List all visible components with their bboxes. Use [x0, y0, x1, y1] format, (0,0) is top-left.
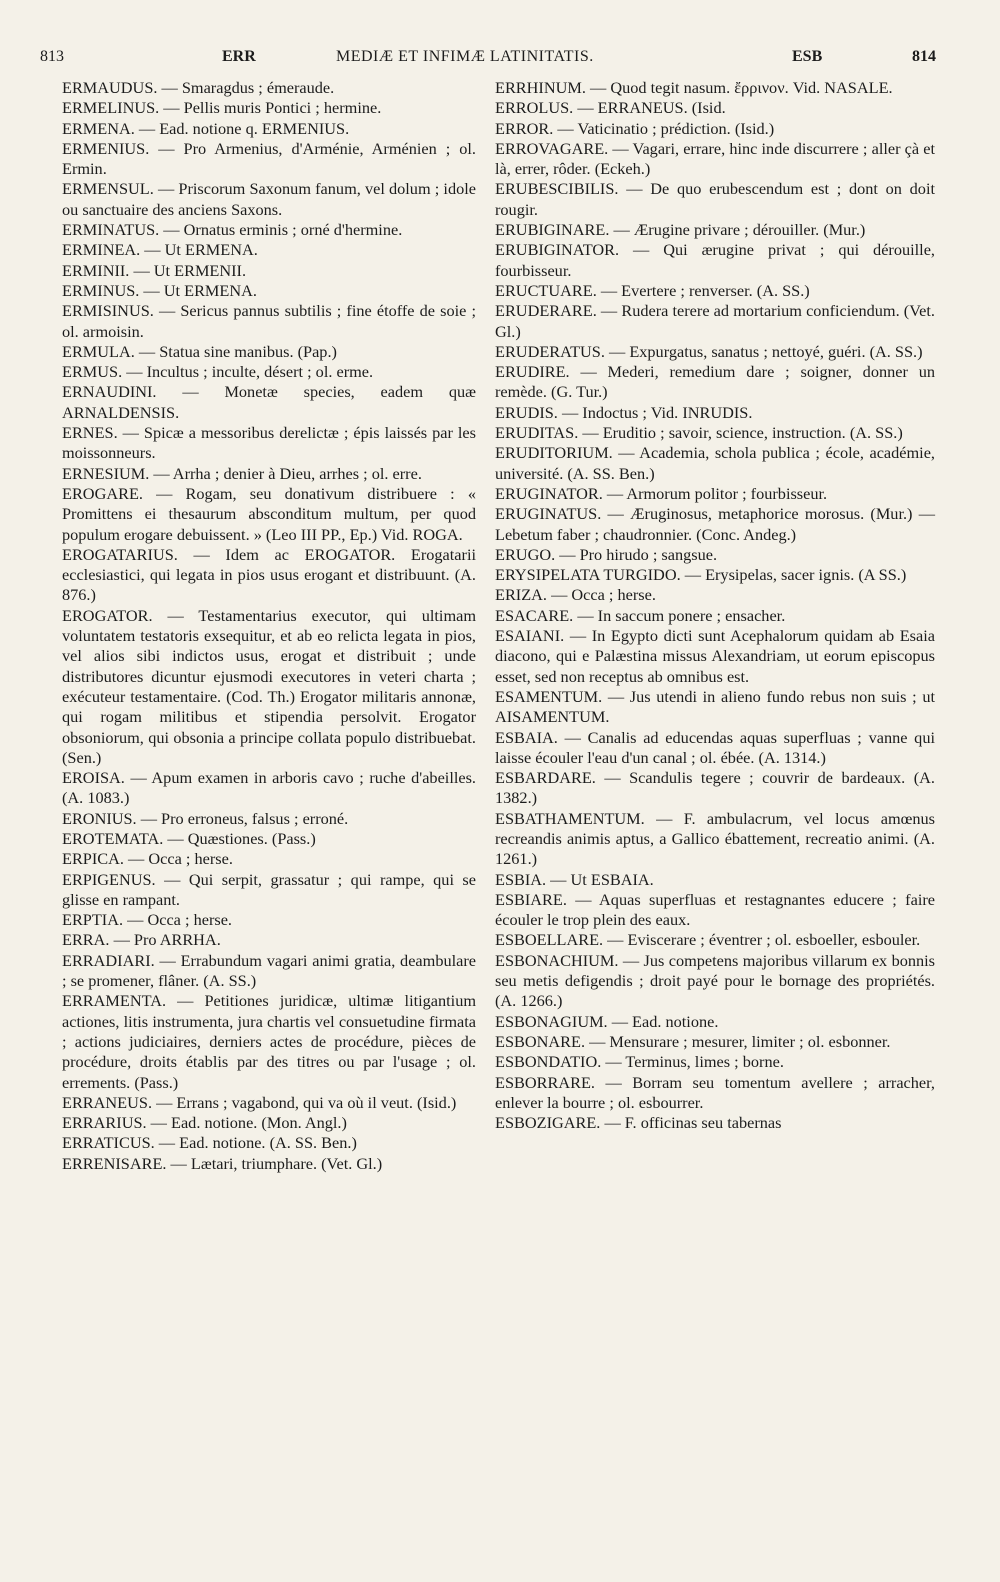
dictionary-entry: ERUBIGINATOR. — Qui ærugine privat ; qui dérouille, fourbisseur. — [495, 240, 935, 280]
dictionary-entry: ERONIUS. — Pro erroneus, falsus ; erroné. — [62, 808, 349, 828]
page-number-left: 813 — [40, 48, 64, 65]
dictionary-entry: ERROLUS. — ERRANEUS. (Isid. — [495, 98, 726, 118]
dictionary-entry: ERUDITAS. — Eruditio ; savoir, science, instruction. (A. SS.) — [495, 423, 903, 443]
dictionary-entry: ERRARIUS. — Ead. notione. (Mon. Angl.) — [62, 1113, 347, 1133]
dictionary-entry: ESBONACHIUM. — Jus competens majoribus villarum ex bonnis seu metis defigendis ; droit payé pour le bornage des propriétés. (A. 1266.) — [495, 950, 935, 1011]
dictionary-entry: ERUDIRE. — Mederi, remedium dare ; soigner, donner un remède. (G. Tur.) — [495, 362, 935, 402]
dictionary-entry: ERUDIS. — Indoctus ; Vid. INRUDIS. — [495, 402, 753, 422]
dictionary-entry: ERUGINATUS. — Æruginosus, metaphorice morosus. (Mur.) — Lebetum faber ; chaudronnier. (Conc. Andeg.) — [495, 504, 935, 544]
dictionary-entry: ESBAIA. — Canalis ad educendas aquas superfluas ; vanne qui laisse écouler l'eau d'un canal ; ol. ébée. (A. 1314.) — [495, 727, 935, 767]
page-header — [40, 48, 936, 72]
dictionary-entry: ERMINATUS. — Ornatus erminis ; orné d'hermine. — [62, 220, 403, 240]
dictionary-entry: ERYSIPELATA TURGIDO. — Erysipelas, sacer ignis. (A SS.) — [495, 565, 907, 585]
dictionary-entry: EROGATOR. — Testamentarius executor, qui ultimam voluntatem testatoris exsequitur, et ab eo relicta legata in pios, vel alios sibi indictos usus, erogat et distribuit ; unde distributores dicuntur ejusmodi executores in veteri charta ; exécuteur testamentaire. (Cod. Th.) Erogator militaris annonæ, qui rogam militibus et stipendia persolvit. Erogator obsoniorum, qui obsonia a principe collata populo distribuebat. (Sen.) — [62, 605, 476, 767]
dictionary-entry: ERMELINUS. — Pellis muris Pontici ; hermine. — [62, 98, 382, 118]
header-term-right: ESB — [792, 48, 823, 65]
dictionary-entry: ERPIGENUS. — Qui serpit, grassatur ; qui rampe, qui se glisse en rampant. — [62, 869, 476, 909]
dictionary-entry: ESBONAGIUM. — Ead. notione. — [495, 1011, 719, 1031]
dictionary-entry: ERUDERATUS. — Expurgatus, sanatus ; nettoyé, guéri. (A. SS.) — [495, 341, 923, 361]
dictionary-entry: ESBOELLARE. — Eviscerare ; éventrer ; ol. esboeller, esbouler. — [495, 930, 921, 950]
dictionary-entry: ERRADIARI. — Errabundum vagari animi gratia, deambulare ; se promener, flâner. (A. SS.) — [62, 950, 476, 991]
header-term-left: ERR — [222, 48, 256, 65]
dictionary-entry: ERUDERARE. — Rudera terere ad mortarium conficiendum. (Vet. Gl.) — [495, 301, 935, 341]
dictionary-entry: ERUGINATOR. — Armorum politor ; fourbisseur. — [495, 483, 828, 503]
left-column — [62, 78, 476, 1174]
dictionary-entry: ERRENISARE. — Lætari, triumphare. (Vet. Gl.) — [62, 1153, 383, 1173]
dictionary-entry: ERMUS. — Incultus ; inculte, désert ; ol. erme. — [62, 362, 374, 382]
dictionary-entry: ERRAMENTA. — Petitiones juridicæ, ultimæ litigantium actiones, litis instrumenta, jura chartis vel consuetudine firmata ; actions judiciaires, derniers actes de procédure, pièces de procédure, droits établis par des titres ou par l'usage ; ol. errements. (Pass.) — [62, 991, 476, 1092]
dictionary-entry: ERRANEUS. — Errans ; vagabond, qui va où il veut. (Isid.) — [62, 1092, 457, 1112]
dictionary-entry: ESBONARE. — Mensurare ; mesurer, limiter ; ol. esbonner. — [495, 1031, 891, 1051]
dictionary-entry: EROGARE. — Rogam, seu donativum distribuere : « Promittens ei thesaurum absconditum multum, per quod populum erogare debuissent. » (Leo III PP., Ep.) Vid. ROGA. — [62, 483, 476, 544]
dictionary-entry: ERRATICUS. — Ead. notione. (A. SS. Ben.) — [62, 1133, 357, 1153]
dictionary-entry: ERMENA. — Ead. notione q. ERMENIUS. — [62, 118, 350, 138]
dictionary-entry: ERPTIA. — Occa ; herse. — [62, 910, 232, 930]
dictionary-entry: ERMINII. — Ut ERMENII. — [62, 260, 247, 280]
dictionary-entry: ERNES. — Spicæ a messoribus derelictæ ; épis laissés par les moissonneurs. — [62, 423, 476, 463]
dictionary-entry: ERUBIGINARE. — Ærugine privare ; dérouiller. (Mur.) — [495, 220, 866, 240]
dictionary-entry: ESBORRARE. — Borram seu tomentum avellere ; arracher, enlever la bourre ; ol. esbourrer. — [495, 1072, 935, 1112]
dictionary-entry: ESBIARE. — Aquas superfluas et restagnantes educere ; faire écouler le trop plein des eaux. — [495, 889, 935, 930]
dictionary-entry: ERMINEA. — Ut ERMENA. — [62, 240, 258, 260]
right-column — [495, 78, 935, 1133]
dictionary-entry: ERMAUDUS. — Smaragdus ; émeraude. — [62, 78, 335, 97]
dictionary-entry: ERROVAGARE. — Vagari, errare, hinc inde discurrere ; aller çà et là, errer, rôder. (Eckeh.) — [495, 138, 935, 179]
dictionary-entry: ERMISINUS. — Sericus pannus subtilis ; fine étoffe de soie ; ol. armoisin. — [62, 301, 476, 341]
dictionary-entry: ERIZA. — Occa ; herse. — [495, 585, 656, 605]
dictionary-entry: EROISA. — Apum examen in arboris cavo ; ruche d'abeilles. (A. 1083.) — [62, 768, 476, 808]
dictionary-entry: ESBARDARE. — Scandulis tegere ; couvrir de bardeaux. (A. 1382.) — [495, 768, 935, 808]
running-title: MEDIÆ ET INFIMÆ LATINITATIS. — [336, 48, 594, 65]
dictionary-entry: ERRA. — Pro ARRHA. — [62, 930, 221, 950]
dictionary-entry: ERUCTUARE. — Evertere ; renverser. (A. SS.) — [495, 280, 810, 300]
dictionary-entry: ERMULA. — Statua sine manibus. (Pap.) — [62, 341, 337, 361]
dictionary-entry: ESBIA. — Ut ESBAIA. — [495, 869, 654, 889]
dictionary-entry: EROTEMATA. — Quæstiones. (Pass.) — [62, 828, 316, 848]
dictionary-entry: ESACARE. — In saccum ponere ; ensacher. — [495, 605, 786, 625]
dictionary-entry: ERPICA. — Occa ; herse. — [62, 849, 233, 869]
dictionary-entry: ESBOZIGARE. — F. officinas seu tabernas — [495, 1113, 782, 1133]
page-number-right: 814 — [912, 48, 936, 65]
dictionary-entry: ESBONDATIO. — Terminus, limes ; borne. — [495, 1052, 784, 1072]
dictionary-entry: ESAIANI. — In Egypto dicti sunt Acephalorum quidam ab Esaia diacono, qui e Palæstina missus Alexandriam, ut eorum episcopus esset, sed non receptus ab omnibus est. — [495, 626, 935, 686]
dictionary-entry: ERROR. — Vaticinatio ; prédiction. (Isid.) — [495, 118, 775, 138]
dictionary-entry: ERNAUDINI. — Monetæ species, eadem quæ ARNALDENSIS. — [62, 382, 476, 422]
dictionary-entry: EROGATARIUS. — Idem ac EROGATOR. Erogatarii ecclesiastici, qui legata in pios usus erogant et distribuunt. (A. 876.) — [62, 544, 476, 605]
dictionary-entry: ESBATHAMENTUM. — F. ambulacrum, vel locus amœnus recreandis animis aptus, a Gallico ébattement, recreatio animi. (A. 1261.) — [495, 808, 935, 869]
dictionary-entry: ERMENSUL. — Priscorum Saxonum fanum, vel dolum ; idole ou sanctuaire des anciens Saxons. — [62, 179, 476, 219]
dictionary-entry: ERUBESCIBILIS. — De quo erubescendum est ; dont on doit rougir. — [495, 179, 935, 219]
dictionary-entry: ERUDITORIUM. — Academia, schola publica ; école, académie, université. (A. SS. Ben.) — [495, 443, 935, 483]
dictionary-entry: ERMENIUS. — Pro Armenius, d'Arménie, Arménien ; ol. Ermin. — [62, 138, 476, 179]
dictionary-entry: ERUGO. — Pro hirudo ; sangsue. — [495, 544, 718, 564]
dictionary-entry: ERMINUS. — Ut ERMENA. — [62, 280, 257, 300]
dictionary-entry: ERNESIUM. — Arrha ; denier à Dieu, arrhes ; ol. erre. — [62, 463, 422, 483]
dictionary-entry: ERRHINUM. — Quod tegit nasum. ἔρρινον. Vid. NASALE. — [495, 78, 893, 97]
dictionary-entry: ESAMENTUM. — Jus utendi in alieno fundo rebus non suis ; ut AISAMENTUM. — [495, 686, 935, 727]
